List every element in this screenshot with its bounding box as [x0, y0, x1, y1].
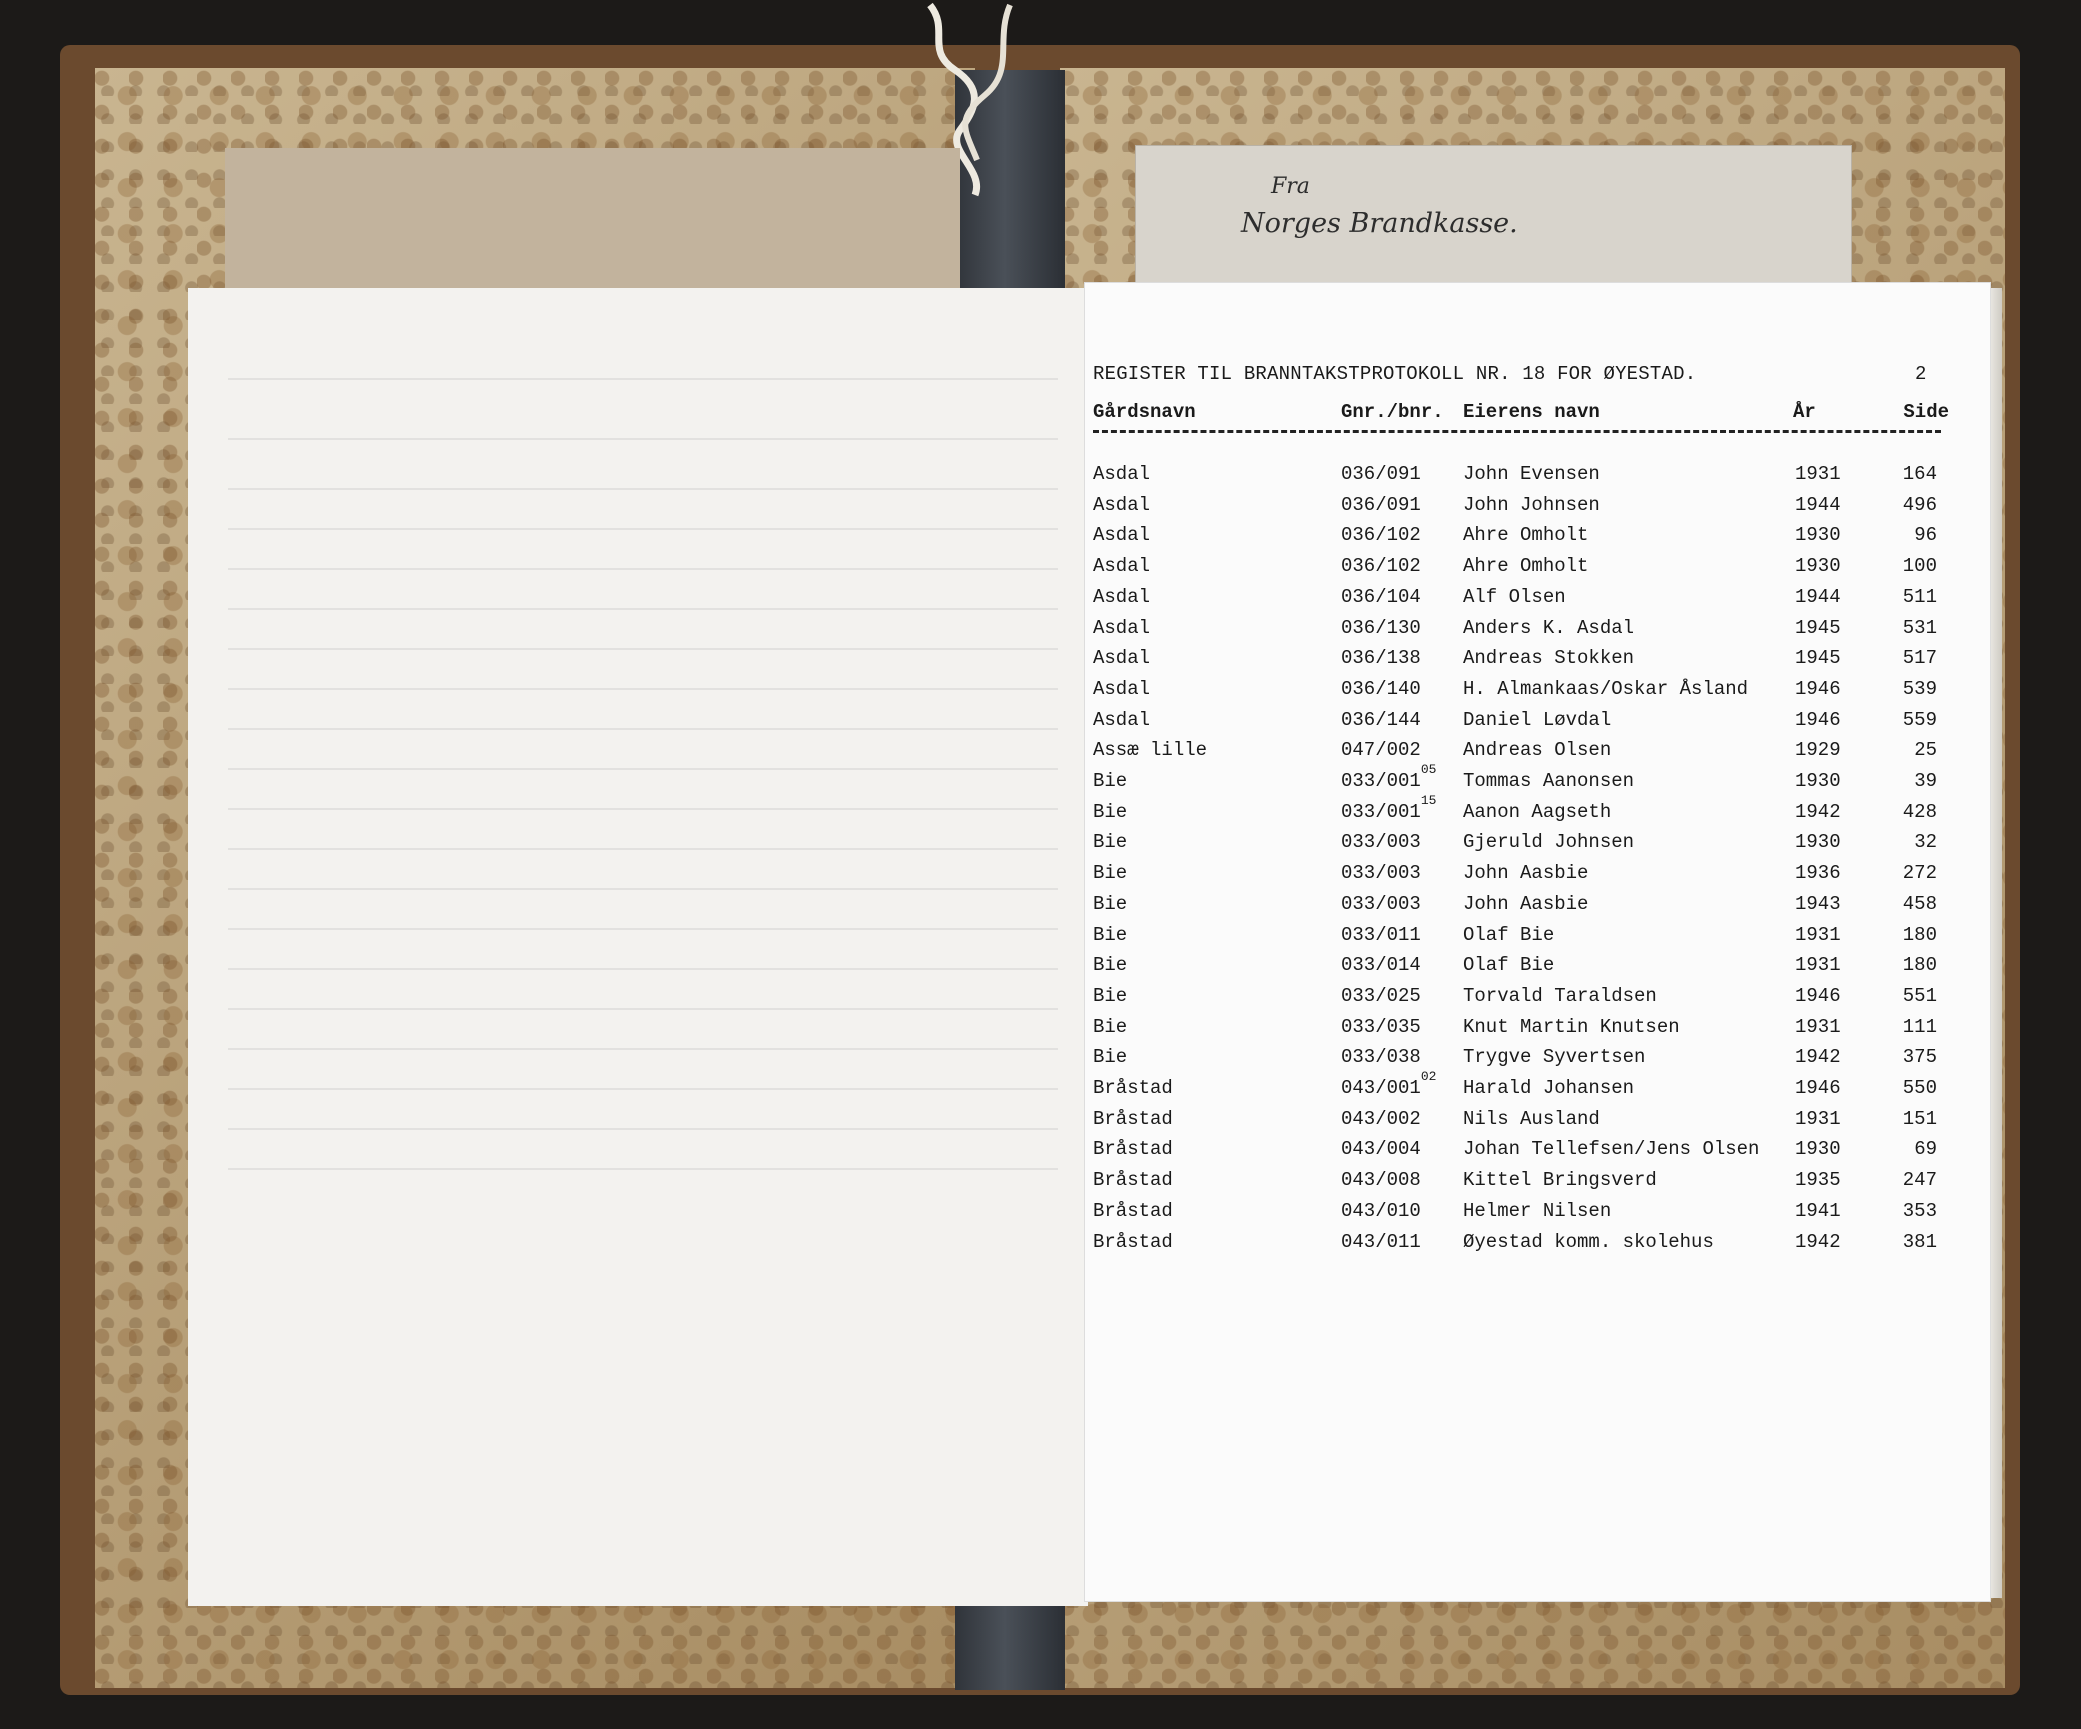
page-ref: 111: [1902, 1015, 1937, 1038]
year: 1931: [1795, 923, 1841, 946]
show-through-line: [228, 1168, 1058, 1170]
farm-name: Bie: [1093, 892, 1128, 915]
show-through-line: [228, 1088, 1058, 1090]
show-through-line: [228, 728, 1058, 730]
owner-name: Nils Ausland: [1463, 1107, 1600, 1130]
year: 1946: [1795, 984, 1841, 1007]
year: 1944: [1795, 585, 1841, 608]
page-ref: 559: [1902, 708, 1937, 731]
owner-name: Andreas Stokken: [1463, 647, 1635, 670]
register-row: [1085, 739, 1990, 769]
gnr-bnr: 036/140: [1341, 677, 1421, 700]
header-ar: År: [1793, 401, 1816, 423]
year: 1945: [1795, 647, 1841, 670]
farm-name: Bie: [1093, 770, 1128, 792]
owner-name: John Evensen: [1463, 463, 1600, 485]
gnr-bnr: 033/011: [1341, 923, 1421, 946]
owner-name: John Aasbie: [1463, 862, 1589, 885]
page-ref: 25: [1914, 739, 1937, 762]
owner-name: John Johnsen: [1463, 493, 1600, 516]
page-ref: 381: [1902, 1230, 1937, 1253]
register-row: [1085, 647, 1990, 677]
farm-name: Assæ lille: [1093, 739, 1208, 762]
bnr-suffix: 02: [1420, 1069, 1437, 1084]
page-ref: 96: [1914, 524, 1937, 547]
register-row: [1085, 1169, 1990, 1199]
gnr-bnr: 033/038: [1341, 1046, 1421, 1069]
owner-name: Daniel Løvdal: [1463, 708, 1612, 731]
show-through-line: [228, 688, 1058, 690]
show-through-line: [228, 528, 1058, 530]
right-insert-card: [1135, 145, 1852, 292]
register-row: [1085, 985, 1990, 1015]
farm-name: Bråstad: [1093, 1199, 1173, 1222]
page-ref: 511: [1902, 585, 1937, 608]
gnr-bnr: 043/008: [1341, 1169, 1421, 1192]
year: 1941: [1795, 1199, 1841, 1222]
gnr-bnr: 047/002: [1341, 739, 1421, 762]
show-through-line: [228, 1128, 1058, 1130]
owner-name: Alf Olsen: [1463, 585, 1566, 608]
page-ref: 151: [1902, 1107, 1937, 1130]
register-row: [1085, 555, 1990, 585]
year: 1944: [1795, 493, 1841, 516]
owner-name: Anders K. Asdal: [1463, 616, 1635, 639]
header-eier: Eierens navn: [1463, 401, 1600, 423]
owner-name: Andreas Olsen: [1463, 739, 1612, 762]
insert-organisation: Norges Brandkasse.: [1241, 208, 1518, 239]
gnr-bnr: 036/102: [1341, 555, 1421, 578]
year: 1931: [1795, 463, 1841, 485]
year: 1931: [1795, 1015, 1841, 1038]
farm-name: Bråstad: [1093, 1230, 1173, 1253]
insert-from-label: Fra: [1271, 174, 1310, 199]
owner-name: Olaf Bie: [1463, 923, 1555, 946]
show-through-line: [228, 488, 1058, 490]
show-through-line: [228, 768, 1058, 770]
gnr-bnr: 033/003: [1341, 862, 1421, 885]
page-ref: 517: [1902, 647, 1937, 670]
owner-name: Olaf Bie: [1463, 954, 1555, 977]
owner-name: Gjeruld Johnsen: [1463, 831, 1635, 854]
farm-name: Bråstad: [1093, 1077, 1173, 1099]
farm-name: Bie: [1093, 1015, 1128, 1038]
register-row: [1085, 586, 1990, 616]
farm-name: Bie: [1093, 862, 1128, 885]
farm-name: Bie: [1093, 1046, 1128, 1069]
owner-name: Torvald Taraldsen: [1463, 984, 1657, 1007]
register-row: [1085, 924, 1990, 954]
page-stack-edge: [1990, 288, 2002, 1598]
page-ref: 375: [1902, 1046, 1937, 1069]
gnr-bnr: 036/104: [1341, 585, 1421, 608]
register-row: [1085, 1231, 1990, 1261]
show-through-line: [228, 888, 1058, 890]
register-row: [1085, 792, 1990, 831]
bnr-suffix: 05: [1420, 762, 1437, 777]
register-row: [1085, 862, 1990, 892]
page-ref: 100: [1902, 555, 1937, 578]
year: 1936: [1795, 862, 1841, 885]
owner-name: Ahre Omholt: [1463, 524, 1589, 547]
register-page: [1085, 283, 1990, 1601]
show-through-line: [228, 378, 1058, 380]
register-row: [1085, 524, 1990, 554]
register-row: [1085, 954, 1990, 984]
page-ref: 531: [1902, 616, 1937, 639]
register-row: [1085, 1138, 1990, 1168]
gnr-bnr: $033/001^{15}$: [1341, 792, 1437, 823]
gnr-bnr: 043/004: [1341, 1138, 1421, 1161]
gnr-bnr: $043/001^{02}$: [1341, 1069, 1437, 1099]
gnr-bnr: 036/102: [1341, 524, 1421, 547]
header-gnr-bnr: Gnr./bnr.: [1341, 401, 1444, 423]
farm-name: Asdal: [1093, 463, 1151, 485]
year: 1942: [1795, 1230, 1841, 1253]
page-ref: 39: [1914, 770, 1937, 792]
register-row: [1085, 617, 1990, 647]
farm-name: Asdal: [1093, 647, 1151, 670]
farm-name: Bie: [1093, 984, 1128, 1007]
year: 1930: [1795, 524, 1841, 547]
gnr-bnr: 043/011: [1341, 1230, 1421, 1253]
gnr-bnr: 036/130: [1341, 616, 1421, 639]
page-ref: 496: [1902, 493, 1937, 516]
owner-name: Kittel Bringsverd: [1463, 1169, 1657, 1192]
gnr-bnr: 033/014: [1341, 954, 1421, 977]
farm-name: Bie: [1093, 954, 1128, 977]
page-ref: 32: [1914, 831, 1937, 854]
farm-name: Asdal: [1093, 708, 1151, 731]
farm-name: Bråstad: [1093, 1169, 1173, 1192]
page-ref: 272: [1902, 862, 1937, 885]
farm-name: Asdal: [1093, 585, 1151, 608]
year: 1931: [1795, 1107, 1841, 1130]
owner-name: Ahre Omholt: [1463, 555, 1589, 578]
page-ref: 428: [1902, 800, 1937, 823]
page-ref: 539: [1902, 677, 1937, 700]
owner-name: Øyestad komm. skolehus: [1463, 1230, 1714, 1253]
year: 1946: [1795, 1077, 1841, 1099]
page-ref: 180: [1902, 923, 1937, 946]
farm-name: Asdal: [1093, 555, 1151, 578]
gnr-bnr: 043/002: [1341, 1107, 1421, 1130]
register-row: [1085, 1046, 1990, 1076]
owner-name: Helmer Nilsen: [1463, 1199, 1612, 1222]
page-ref: 164: [1902, 463, 1937, 485]
farm-name: Asdal: [1093, 616, 1151, 639]
year: 1945: [1795, 616, 1841, 639]
show-through-line: [228, 968, 1058, 970]
year: 1946: [1795, 708, 1841, 731]
show-through-line: [228, 848, 1058, 850]
page-ref: 458: [1902, 892, 1937, 915]
header-rule: [1093, 430, 1941, 433]
owner-name: Tommas Aanonsen: [1463, 770, 1635, 792]
year: 1942: [1795, 1046, 1841, 1069]
year: 1930: [1795, 555, 1841, 578]
show-through-line: [228, 1008, 1058, 1010]
farm-name: Bie: [1093, 923, 1128, 946]
gnr-bnr: 036/091: [1341, 493, 1421, 516]
year: 1931: [1795, 954, 1841, 977]
farm-name: Bie: [1093, 831, 1128, 854]
year: 1930: [1795, 831, 1841, 854]
owner-name: Harald Johansen: [1463, 1077, 1635, 1099]
register-row: [1085, 678, 1990, 708]
register-row: [1085, 762, 1990, 800]
header-side: Side: [1903, 401, 1949, 423]
show-through-line: [228, 648, 1058, 650]
register-row: [1085, 494, 1990, 524]
owner-name: Knut Martin Knutsen: [1463, 1015, 1680, 1038]
page-ref: 353: [1902, 1199, 1937, 1222]
page-ref: 247: [1902, 1169, 1937, 1192]
page-ref: 551: [1902, 984, 1937, 1007]
year: 1942: [1795, 800, 1841, 823]
show-through-line: [228, 1048, 1058, 1050]
owner-name: Aanon Aagseth: [1463, 800, 1612, 823]
gnr-bnr: 033/003: [1341, 831, 1421, 854]
gnr-bnr: 036/091: [1341, 463, 1421, 485]
year: 1930: [1795, 1138, 1841, 1161]
show-through-line: [228, 568, 1058, 570]
year: 1935: [1795, 1169, 1841, 1192]
farm-name: Bråstad: [1093, 1107, 1173, 1130]
farm-name: Bråstad: [1093, 1138, 1173, 1161]
show-through-line: [228, 438, 1058, 440]
year: 1930: [1795, 770, 1841, 792]
page-ref: 69: [1914, 1138, 1937, 1161]
year: 1943: [1795, 892, 1841, 915]
page-number: 2: [1915, 363, 1927, 385]
farm-name: Asdal: [1093, 524, 1151, 547]
gnr-bnr: 033/003: [1341, 892, 1421, 915]
gnr-bnr: 033/035: [1341, 1015, 1421, 1038]
show-through-line: [228, 808, 1058, 810]
gnr-bnr: 043/010: [1341, 1199, 1421, 1222]
owner-name: Johan Tellefsen/Jens Olsen: [1463, 1138, 1760, 1161]
farm-name: Asdal: [1093, 493, 1151, 516]
gnr-bnr: 036/138: [1341, 647, 1421, 670]
register-row: [1085, 831, 1990, 861]
bnr-suffix: 15: [1420, 792, 1437, 808]
register-row: [1085, 1016, 1990, 1046]
show-through-line: [228, 608, 1058, 610]
owner-name: Trygve Syvertsen: [1463, 1046, 1646, 1069]
gnr-bnr: $033/001^{05}$: [1341, 762, 1437, 792]
left-insert-card: [225, 148, 960, 298]
page-ref: 180: [1902, 954, 1937, 977]
farm-name: Bie: [1093, 800, 1128, 823]
register-title: REGISTER TIL BRANNTAKSTPROTOKOLL NR. 18 FOR ØYESTAD.: [1093, 363, 1697, 385]
register-row: [1085, 1069, 1990, 1107]
owner-name: H. Almankaas/Oskar Åsland: [1463, 677, 1749, 700]
register-row: [1085, 893, 1990, 923]
owner-name: John Aasbie: [1463, 892, 1589, 915]
year: 1946: [1795, 677, 1841, 700]
farm-name: Asdal: [1093, 677, 1151, 700]
register-row: [1085, 463, 1990, 493]
gnr-bnr: 033/025: [1341, 984, 1421, 1007]
header-gardsnavn: Gårdsnavn: [1093, 401, 1196, 423]
page-ref: 550: [1902, 1077, 1937, 1099]
register-row: [1085, 1200, 1990, 1230]
year: 1929: [1795, 739, 1841, 762]
left-page-blank: [188, 288, 1088, 1606]
gnr-bnr: 036/144: [1341, 708, 1421, 731]
register-row: [1085, 1108, 1990, 1138]
show-through-line: [228, 928, 1058, 930]
register-row: [1085, 709, 1990, 739]
